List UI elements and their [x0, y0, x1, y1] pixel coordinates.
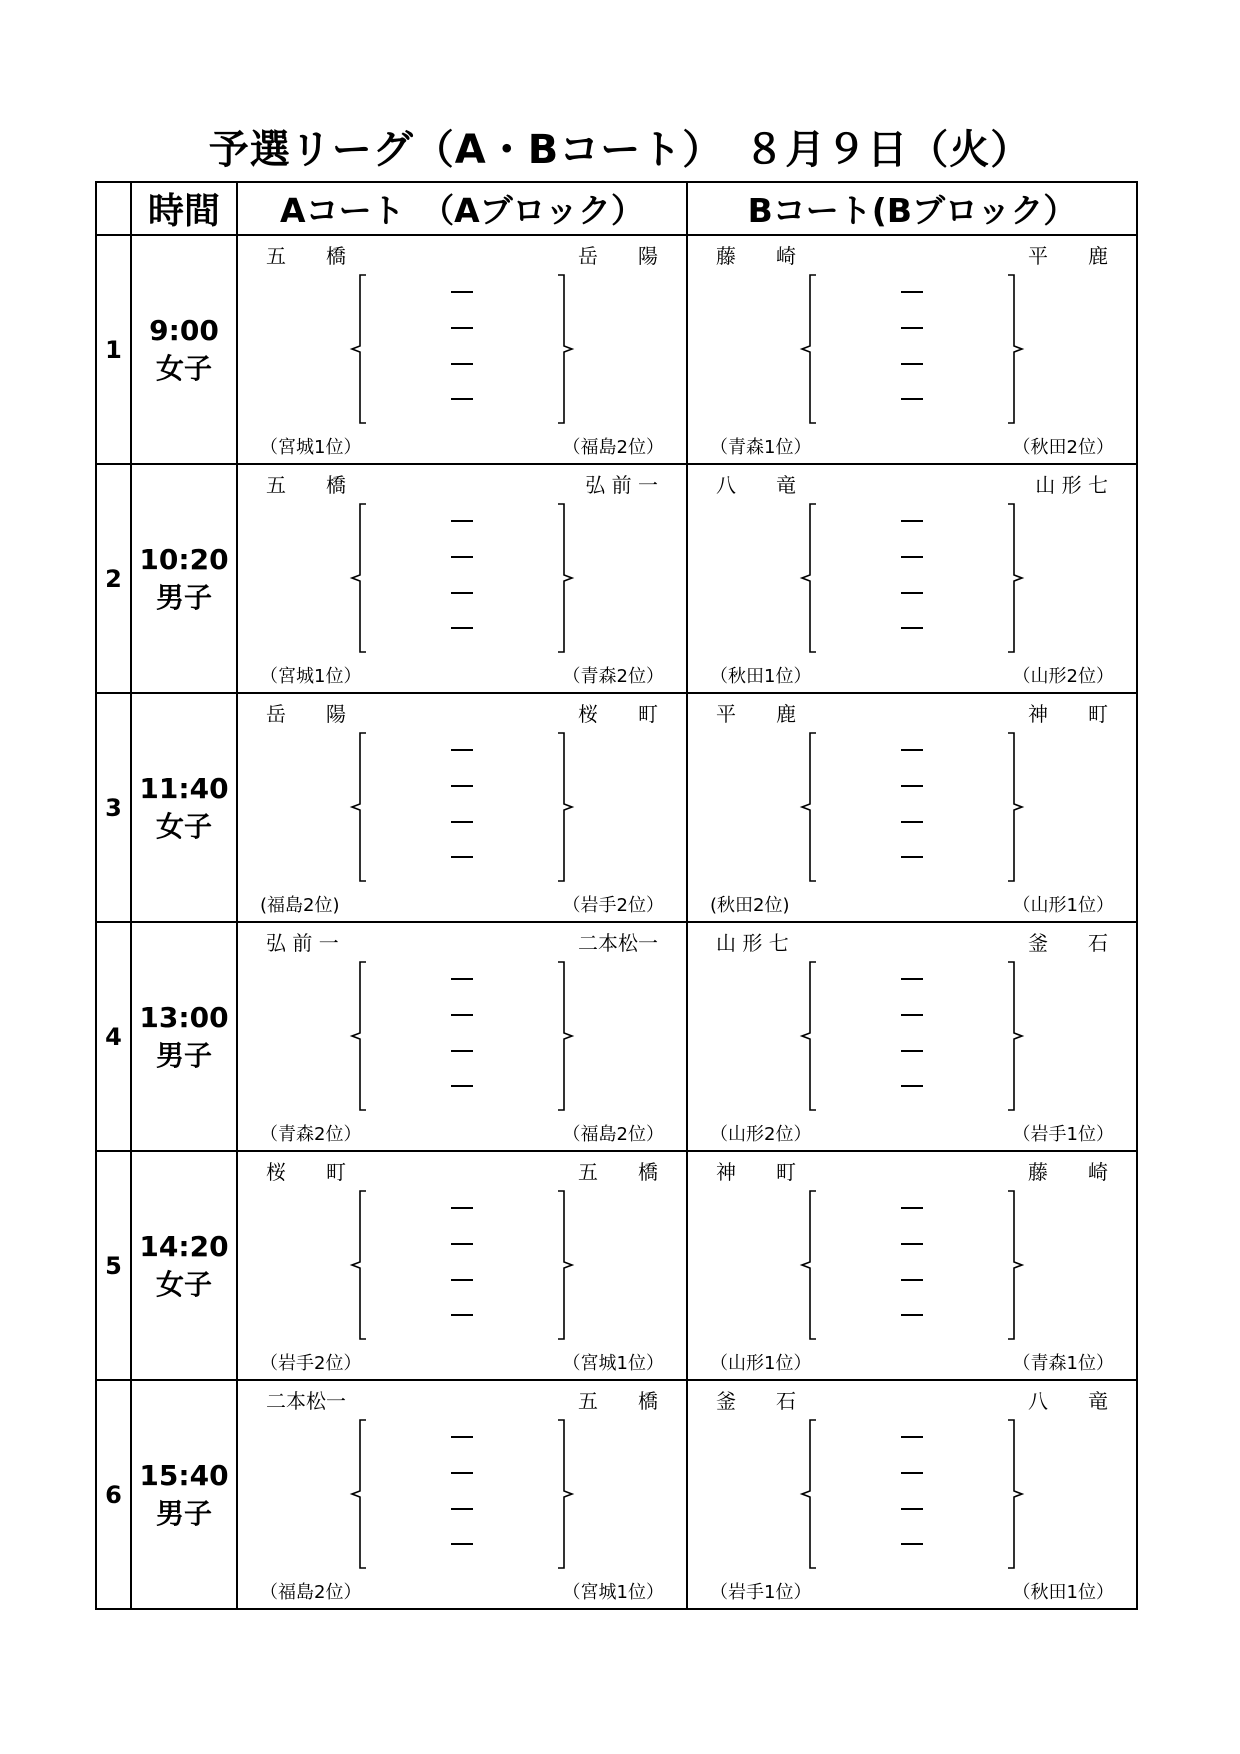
match-gender: 男子: [155, 1038, 212, 1072]
match-gender: 男子: [155, 580, 212, 614]
team-left: 五 橋: [266, 473, 346, 497]
team-left: 弘 前 一: [266, 931, 339, 955]
match-time: 11:40: [139, 771, 229, 805]
header-number: [96, 182, 131, 235]
rank-left: （岩手1位）: [710, 1582, 812, 1603]
team-right: 五 橋: [578, 1160, 658, 1184]
header-row: [96, 182, 1137, 235]
right-bracket: [556, 274, 576, 424]
score-dashes: [901, 965, 923, 1115]
match-cell-a: [237, 1151, 687, 1380]
rank-right: （宮城1位）: [562, 1582, 664, 1603]
match: [688, 1152, 1136, 1379]
match-number: 6: [96, 1380, 131, 1609]
rank-right: （福島2位）: [562, 437, 664, 458]
rank-left: （青森2位）: [260, 1124, 362, 1145]
team-right: 八 竜: [1028, 1389, 1108, 1413]
left-bracket: [798, 1419, 818, 1569]
match: [238, 694, 686, 921]
score-dashes: [451, 736, 473, 886]
team-left: 釜 石: [716, 1389, 796, 1413]
match-cell-b: [687, 235, 1137, 464]
score-dashes: [901, 507, 923, 657]
schedule-row: [96, 1380, 1137, 1609]
team-left: 山 形 七: [716, 931, 789, 955]
right-bracket: [1006, 732, 1026, 882]
team-left: 八 竜: [716, 473, 796, 497]
right-bracket: [556, 732, 576, 882]
match-gender: 男子: [155, 1496, 212, 1530]
team-right: 釜 石: [1028, 931, 1108, 955]
header-court-b: Bコート(Bブロック）: [687, 182, 1137, 235]
score-dashes: [451, 507, 473, 657]
match-cell-b: [687, 693, 1137, 922]
rank-right: （青森1位）: [1012, 1353, 1114, 1374]
match: [688, 923, 1136, 1150]
match: [238, 236, 686, 463]
team-left: 平 鹿: [716, 702, 796, 726]
match-gender: 女子: [155, 351, 212, 385]
match-time: 9:00: [149, 313, 219, 347]
score-dashes: [451, 1194, 473, 1344]
score-dashes: [451, 965, 473, 1115]
right-bracket: [1006, 274, 1026, 424]
match-cell-a: [237, 464, 687, 693]
match-number: 1: [96, 235, 131, 464]
team-right: 五 橋: [578, 1389, 658, 1413]
match: [238, 1381, 686, 1608]
time-cell: [131, 235, 237, 464]
right-bracket: [1006, 1419, 1026, 1569]
team-right: 岳 陽: [578, 244, 658, 268]
team-left: 二本松一: [266, 1389, 346, 1413]
rank-right: （岩手2位）: [562, 895, 664, 916]
right-bracket: [1006, 1190, 1026, 1340]
team-right: 藤 崎: [1028, 1160, 1108, 1184]
team-left: 神 町: [716, 1160, 796, 1184]
match-time: 14:20: [139, 1229, 229, 1263]
match-cell-a: [237, 693, 687, 922]
match-number: 2: [96, 464, 131, 693]
team-left: 桜 町: [266, 1160, 346, 1184]
schedule-row: [96, 464, 1137, 693]
left-bracket: [348, 1419, 368, 1569]
rank-left: （宮城1位）: [260, 437, 362, 458]
match-time: 15:40: [139, 1458, 229, 1492]
team-right: 二本松一: [578, 931, 658, 955]
right-bracket: [1006, 503, 1026, 653]
team-left: 五 橋: [266, 244, 346, 268]
score-dashes: [451, 278, 473, 428]
left-bracket: [348, 961, 368, 1111]
rank-right: （秋田1位）: [1012, 1582, 1114, 1603]
left-bracket: [348, 503, 368, 653]
rank-left: （福島2位）: [260, 1582, 362, 1603]
team-left: 岳 陽: [266, 702, 346, 726]
right-bracket: [556, 961, 576, 1111]
rank-left: （宮城1位）: [260, 666, 362, 687]
time-cell: [131, 693, 237, 922]
match-time: 13:00: [139, 1000, 229, 1034]
right-bracket: [556, 1419, 576, 1569]
schedule-row: [96, 922, 1137, 1151]
rank-left: （青森1位）: [710, 437, 812, 458]
rank-right: （福島2位）: [562, 1124, 664, 1145]
match: [688, 236, 1136, 463]
left-bracket: [798, 961, 818, 1111]
rank-left: (福島2位): [260, 895, 340, 916]
team-left: 藤 崎: [716, 244, 796, 268]
match-cell-a: [237, 235, 687, 464]
rank-right: （岩手1位）: [1012, 1124, 1114, 1145]
team-right: 桜 町: [578, 702, 658, 726]
match-number: 5: [96, 1151, 131, 1380]
match-gender: 女子: [155, 809, 212, 843]
match: [688, 1381, 1136, 1608]
schedule-row: [96, 1151, 1137, 1380]
match-cell-b: [687, 464, 1137, 693]
match-gender: 女子: [155, 1267, 212, 1301]
match-time: 10:20: [139, 542, 229, 576]
time-cell: [131, 464, 237, 693]
page-title: 予選リーグ（A・Bコート） ８月９日（火）: [208, 127, 1032, 173]
score-dashes: [901, 736, 923, 886]
right-bracket: [556, 1190, 576, 1340]
match-number: 3: [96, 693, 131, 922]
match-number: 4: [96, 922, 131, 1151]
match: [238, 465, 686, 692]
left-bracket: [798, 732, 818, 882]
rank-left: （山形1位）: [710, 1353, 812, 1374]
match-cell-a: [237, 1380, 687, 1609]
schedule-table: [95, 181, 1138, 1610]
rank-left: (秋田2位): [710, 895, 790, 916]
rank-right: （山形1位）: [1012, 895, 1114, 916]
left-bracket: [798, 274, 818, 424]
time-cell: [131, 922, 237, 1151]
match: [688, 694, 1136, 921]
header-time: 時間: [131, 182, 237, 235]
header-court-a: Aコート （Aブロック）: [237, 182, 687, 235]
team-right: 山 形 七: [1035, 473, 1108, 497]
left-bracket: [348, 274, 368, 424]
rank-right: （青森2位）: [562, 666, 664, 687]
match-cell-a: [237, 922, 687, 1151]
right-bracket: [556, 503, 576, 653]
left-bracket: [348, 1190, 368, 1340]
match-cell-b: [687, 1151, 1137, 1380]
score-dashes: [451, 1423, 473, 1573]
match-cell-b: [687, 922, 1137, 1151]
rank-left: （山形2位）: [710, 1124, 812, 1145]
left-bracket: [798, 1190, 818, 1340]
rank-right: （山形2位）: [1012, 666, 1114, 687]
match: [688, 465, 1136, 692]
left-bracket: [798, 503, 818, 653]
team-right: 弘 前 一: [585, 473, 658, 497]
schedule-row: [96, 235, 1137, 464]
match: [238, 1152, 686, 1379]
time-cell: [131, 1151, 237, 1380]
score-dashes: [901, 1194, 923, 1344]
match-cell-b: [687, 1380, 1137, 1609]
rank-right: （秋田2位）: [1012, 437, 1114, 458]
left-bracket: [348, 732, 368, 882]
rank-left: （岩手2位）: [260, 1353, 362, 1374]
right-bracket: [1006, 961, 1026, 1111]
score-dashes: [901, 278, 923, 428]
schedule-row: [96, 693, 1137, 922]
team-right: 神 町: [1028, 702, 1108, 726]
rank-right: （宮城1位）: [562, 1353, 664, 1374]
time-cell: [131, 1380, 237, 1609]
rank-left: （秋田1位）: [710, 666, 812, 687]
match: [238, 923, 686, 1150]
team-right: 平 鹿: [1028, 244, 1108, 268]
score-dashes: [901, 1423, 923, 1573]
